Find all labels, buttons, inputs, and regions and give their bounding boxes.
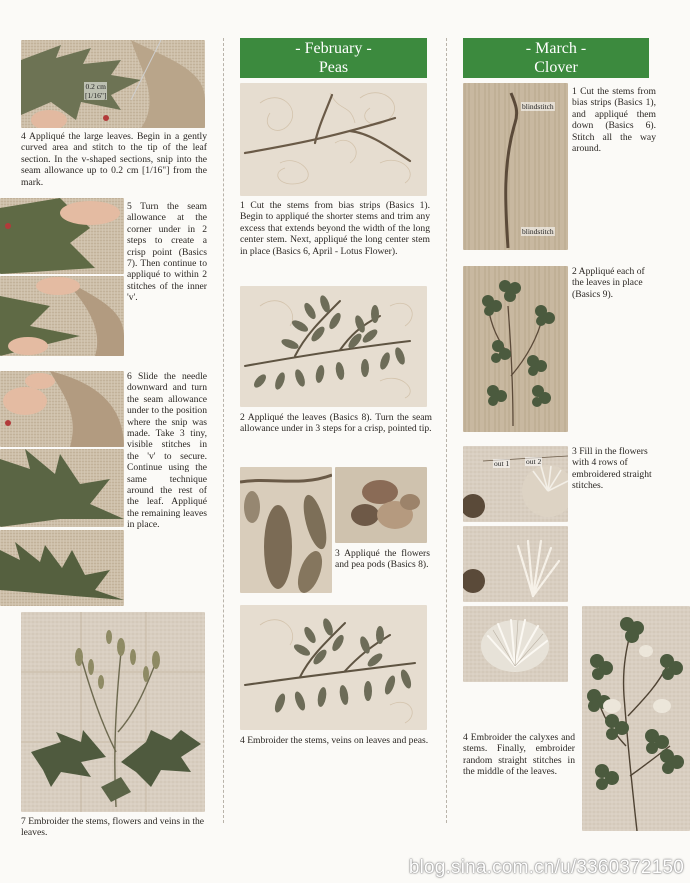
step6-photo-bottom <box>0 530 124 606</box>
march-step1-caption: 1 Cut the stems from bias strips (Basics 1), and appliqué them down (Basics 6). Stitch all the way around. <box>572 86 656 155</box>
left-step7-caption: 7 Embroider the stems, flowers and veins in the leaves. <box>21 816 205 839</box>
feb-step3-caption: 3 Appliqué the flowers and pea pods (Basics 8). <box>335 548 430 571</box>
left-step5-caption: 5 Turn the seam allowance at the corner under in 2 steps to create a crisp point (Basics 7). Then continue to appliqué to within 2 stitches of the inner 'v'. <box>127 201 207 304</box>
feb-step2-photo <box>240 286 427 407</box>
march-step2-caption: 2 Appliqué each of the leaves in place (Basics 9). <box>572 266 645 300</box>
feb-step1-photo <box>240 83 427 196</box>
feb-step1-caption: 1 Cut the stems from bias strips (Basics 1). Begin to appliqué the shorter stems and trim any excess that extends beyond the width of the long center stem. Next, appliqué the long center stem in place (Basics 6, April - Lotus Flower). <box>240 200 430 257</box>
feb-step3-photo-right <box>335 467 427 543</box>
march-step3-photo-bottom <box>463 606 568 682</box>
step4-photo <box>21 40 205 128</box>
feb-step2-caption: 2 Appliqué the leaves (Basics 8). Turn the seam allowance under in 3 steps for a crisp, pointed tip. <box>240 412 432 435</box>
march-step4-caption: 4 Embroider the calyxes and stems. Finally, embroider random straight stitches in the middle of the leaves. <box>463 732 575 778</box>
left-step4-caption: 4 Appliqué the large leaves. Begin in a gently curved area and stitch to the tip of the leaf section. In the v-shaped sections, snip into the seam allowance up to 0.2 cm [1/16"] from the mark. <box>21 131 207 188</box>
seam-measure-metric: 0.2 cm <box>85 82 106 91</box>
blog-watermark: blog.sina.com.cn/u/3360372150 <box>408 857 684 878</box>
step5-photo-top <box>0 198 124 274</box>
feb-step3-photo-left <box>240 467 332 593</box>
march-step3-caption: 3 Fill in the flowers with 4 rows of embroidered straight stitches. <box>572 446 652 492</box>
seam-measure-imperial: [1/16"] <box>85 91 107 100</box>
step6-photo-top <box>0 371 124 447</box>
left-step6-caption: 6 Slide the needle downward and turn the seam allowance under to the position where the snip was made. Take 3 tiny, visible stitches in the 'v' to secure. Continue using the same technique around the rest of the leaf. Appliqué the remaining leaves in place. <box>127 371 207 531</box>
feb-step4-photo <box>240 605 427 730</box>
step7-photo <box>21 612 205 812</box>
march-step3-photo-middle <box>463 526 568 602</box>
step6-photo-middle <box>0 449 124 527</box>
march-month-title: - March - <box>525 40 587 57</box>
out1-label: out 1 <box>494 459 510 468</box>
column-divider-1 <box>223 38 224 823</box>
march-step2-photo <box>463 266 568 432</box>
february-header <box>240 38 427 78</box>
out2-label: out 2 <box>526 457 542 466</box>
march-header <box>463 38 649 78</box>
seam-measure-label <box>84 82 107 100</box>
march-step4-photo <box>582 606 690 831</box>
march-step3-photo-top <box>463 446 568 522</box>
column-divider-2 <box>446 38 447 823</box>
february-plant-title: Peas <box>318 59 349 76</box>
feb-step4-caption: 4 Embroider the stems, veins on leaves and peas. <box>240 735 429 746</box>
step5-photo-bottom <box>0 276 124 356</box>
march-plant-title: Clover <box>534 59 578 76</box>
blindstitch-label-bottom: blindstitch <box>522 227 554 236</box>
blindstitch-label-top: blindstitch <box>522 102 554 111</box>
february-month-title: - February - <box>295 40 372 57</box>
